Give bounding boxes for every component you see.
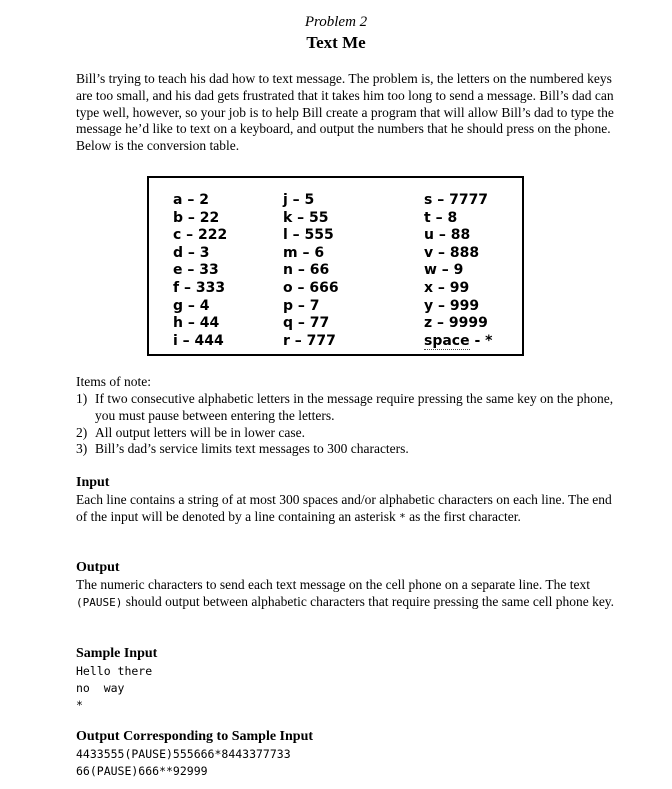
conversion-entry: x – 99 [424,279,470,296]
conversion-column-2 [283,192,339,350]
note-item [76,425,616,442]
conversion-entry: f – 333 [173,279,226,296]
output-text-before: The numeric characters to send each text message on the cell phone on a separate line. The text [76,577,591,592]
note-number: 1) [76,391,88,406]
sample-output-line: 4433555(PAUSE)555666*8443377733 [76,747,291,761]
conversion-entry: m – 6 [283,244,325,261]
conversion-entry: b – 22 [173,209,220,226]
sample-input-line: * [76,697,83,712]
conversion-entry: v – 888 [424,244,480,261]
conversion-entry: q – 77 [283,315,330,332]
conversion-entry: w – 9 [424,262,464,279]
sample-input-line: no way [76,680,125,695]
intro-paragraph: Bill’s trying to teach his dad how to text message. The problem is, the letters on the numbered keys are too small, and his dad gets frustrated that it takes him too long to send a message. Bill’s dad can type well, however, so your job is to help Bill create a program that will allow Bill’s dad to type the message he’d like to text on a keyboard, and output the numbers that he should press on the phone. Below is the conversion table. [76,71,614,154]
output-heading: Output [76,560,120,575]
input-text-after: as the first character. [405,508,521,524]
note-item [76,441,616,458]
space-value: - * [469,332,493,349]
conversion-entry: z – 9999 [424,315,488,332]
conversion-entry: a – 2 [173,192,209,208]
conversion-entry: s – 7777 [424,192,489,208]
notes-list [76,391,616,458]
note-text: All output letters will be in lower case. [95,424,305,440]
output-description [76,577,616,612]
problem-number: Problem 2 [304,14,368,30]
input-description [76,492,616,527]
conversion-entry: t – 8 [424,209,458,226]
sample-input-heading: Sample Input [76,646,158,661]
conversion-entry: j – 5 [283,192,315,208]
sample-output-line: 66(PAUSE)666**92999 [76,763,208,778]
conversion-column-1 [173,192,227,350]
notes-heading: Items of note: [76,374,151,389]
conversion-entry: g – 4 [173,297,210,314]
conversion-entry: p – 7 [283,297,320,314]
sample-output-heading: Output Corresponding to Sample Input [76,729,314,744]
conversion-entry: n – 66 [283,262,330,279]
conversion-column-3 [424,192,493,350]
conversion-table [147,176,524,356]
note-number: 2) [76,424,88,440]
problem-title: Text Me [306,33,366,52]
output-text-after: should output between alphabetic characters that require pressing the same cell phone key. [122,593,615,609]
conversion-entry: r – 777 [283,332,336,349]
conversion-entry: k – 55 [283,209,329,226]
conversion-entry: e – 33 [173,262,219,279]
note-number: 3) [76,441,88,457]
note-text: Bill’s dad’s service limits text messages to 300 characters. [95,441,409,457]
sample-output-block [76,746,291,780]
note-text: If two consecutive alphabetic letters in the message require pressing the same key on the phone, you must pause between entering the letters. [95,391,614,423]
note-item [76,391,616,425]
conversion-entry: d – 3 [173,244,210,261]
conversion-entry: y – 999 [424,297,480,314]
conversion-entry-space [424,333,493,351]
conversion-entry: l – 555 [283,227,334,244]
sample-input-block [76,663,152,713]
input-code: * [399,510,406,524]
conversion-entry: u – 88 [424,227,471,244]
space-word: space [424,332,470,349]
sample-input-line: Hello there [76,664,153,678]
input-text-before: Each line contains a string of at most 300 spaces and/or alphabetic characters on each line. The end of the input will be denoted by a line containing an asterisk [76,492,612,524]
output-code: (PAUSE) [76,595,123,609]
input-heading: Input [76,475,110,490]
conversion-entry: h – 44 [173,315,220,332]
conversion-entry: i – 444 [173,332,224,349]
conversion-entry: c – 222 [173,227,228,244]
conversion-entry: o – 666 [283,279,339,296]
